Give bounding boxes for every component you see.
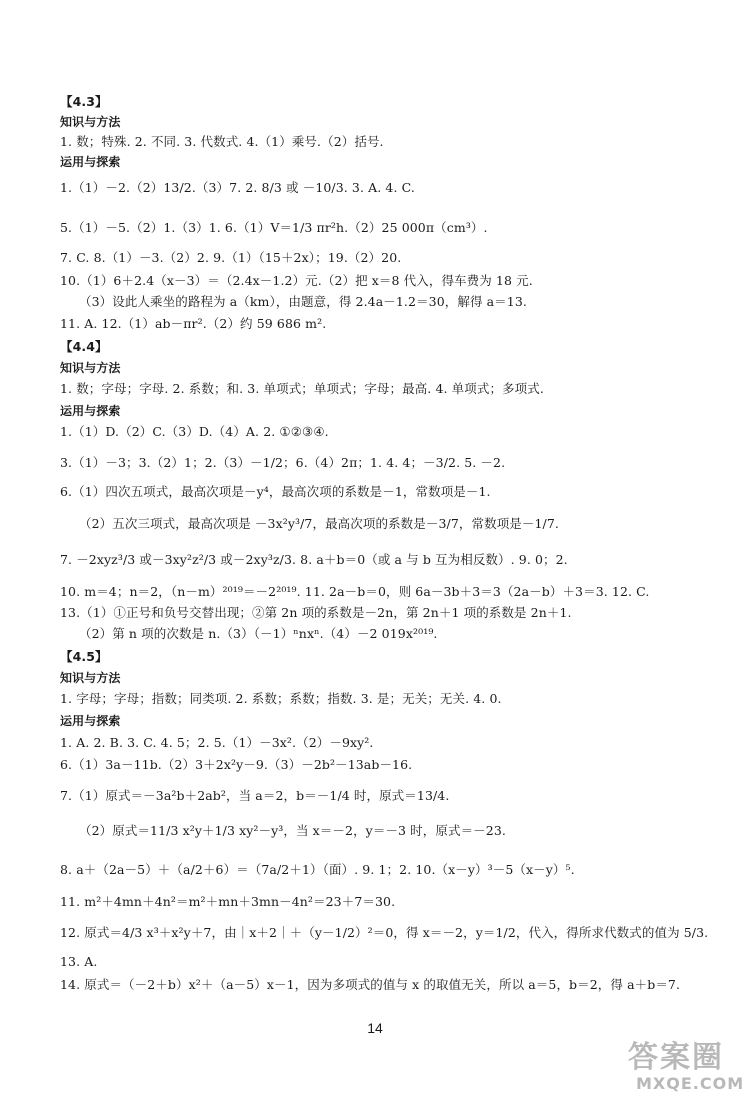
answer-line: 7.（1）原式＝－3a²b＋2ab²，当 a＝2，b＝－1/4 时，原式＝13/4. xyxy=(60,788,450,803)
practice-title: 运用与探索 xyxy=(60,714,121,728)
answer-line: 1. 字母；字母；指数；同类项. 2. 系数；系数；指数. 3. 是；无关；无关. 4. 0. xyxy=(60,691,502,706)
answer-line: 1. 数；特殊. 2. 不同. 3. 代数式. 4.（1）乘号.（2）括号. xyxy=(60,134,384,149)
answer-line: （3）设此人乘坐的路程为 a（km），由题意，得 2.4a－1.2＝30，解得 a＝13. xyxy=(79,294,527,309)
answer-line: 13. A. xyxy=(60,954,98,969)
section-heading: 【4.3】 xyxy=(60,94,108,109)
answer-line: （2）第 n 项的次数是 n.（3）（－1）ⁿnxⁿ.（4）－2 019x²⁰¹⁹. xyxy=(79,626,438,641)
answer-line: 7. C. 8.（1）－3.（2）2. 9.（1）（15＋2x）；19.（2）20. xyxy=(60,250,402,265)
answer-line: 1. A. 2. B. 3. C. 4. 5；2. 5.（1）－3x².（2）－9xy². xyxy=(60,735,374,750)
answer-line: 10.（1）6＋2.4（x－3）＝（2.4x－1.2）元.（2）把 x＝8 代入，得车费为 18 元. xyxy=(60,273,533,288)
section-heading: 【4.4】 xyxy=(60,339,108,354)
answer-line: 1. 数；字母；字母. 2. 系数；和. 3. 单项式；单项式；字母；最高. 4. 单项式；多项式. xyxy=(60,381,544,396)
answer-line: 8. a＋（2a－5）＋（a/2＋6）＝（7a/2＋1）（面）. 9. 1；2. 10.（x－y）³－5（x－y）⁵. xyxy=(60,862,575,877)
practice-title: 运用与探索 xyxy=(60,155,121,169)
knowledge-title: 知识与方法 xyxy=(60,115,121,129)
watermark-url: MXQE.COM xyxy=(636,1074,745,1093)
practice-title: 运用与探索 xyxy=(60,404,121,418)
answer-line: 1.（1）－2.（2）13/2.（3）7. 2. 8/3 或 －10/3. 3. A. 4. C. xyxy=(60,180,415,195)
knowledge-title: 知识与方法 xyxy=(60,361,121,375)
answer-line: 14. 原式＝（－2＋b）x²＋（a－5）x－1，因为多项式的值与 x 的取值无关，所以 a＝5，b＝2，得 a＋b＝7. xyxy=(60,977,681,992)
section-heading: 【4.5】 xyxy=(60,649,108,664)
answer-line: 3.（1）－3；3.（2）1；2.（3）－1/2；6.（4）2π；1. 4. 4；－3/2. 5. －2. xyxy=(60,455,506,470)
answer-line: 10. m＝4；n＝2，（n－m）²⁰¹⁹＝－2²⁰¹⁹. 11. 2a－b＝0，则 6a－3b＋3＝3（2a－b）＋3＝3. 12. C. xyxy=(60,584,650,599)
answer-line: 5.（1）－5.（2）1.（3）1. 6.（1）V＝1/3 πr²h.（2）25 000π（cm³）. xyxy=(60,220,488,235)
answer-line: 1.（1）D.（2）C.（3）D.（4）A. 2. ①②③④. xyxy=(60,424,329,439)
answer-line: 11. m²＋4mn＋4n²＝m²＋mn＋3mn－4n²＝23＋7＝30. xyxy=(60,894,396,909)
answer-line: 6.（1）3a－11b.（2）3＋2x²y－9.（3）－2b²－13ab－16. xyxy=(60,757,413,772)
answer-line: （2）原式＝11/3 x²y＋1/3 xy²－y³，当 x＝－2，y＝－3 时，原式＝－23. xyxy=(79,823,506,838)
answer-line: 13.（1）①正号和负号交替出现；②第 2n 项的系数是－2n，第 2n＋1 项的系数是 2n＋1. xyxy=(60,605,572,620)
answer-line: （2）五次三项式，最高次项是 －3x²y³/7，最高次项的系数是－3/7，常数项是－1/7. xyxy=(79,516,559,531)
answer-line: 11. A. 12.（1）ab－πr².（2）约 59 686 m². xyxy=(60,316,327,331)
page-number: 14 xyxy=(367,1020,383,1036)
knowledge-title: 知识与方法 xyxy=(60,671,121,685)
answer-line: 6.（1）四次五项式，最高次项是－y⁴，最高次项的系数是－1，常数项是－1. xyxy=(60,484,491,499)
watermark-logo: 答案圈 xyxy=(628,1040,724,1075)
answer-line: 7. －2xyz³/3 或－3xy²z²/3 或－2xy³z/3. 8. a＋b＝0（或 a 与 b 互为相反数）. 9. 0；2. xyxy=(60,552,568,567)
answer-line: 12. 原式＝4/3 x³＋x²y＋7，由｜x＋2｜＋（y－1/2）²＝0，得 x＝－2，y＝1/2，代入，得所求代数式的值为 5/3. xyxy=(60,925,709,940)
